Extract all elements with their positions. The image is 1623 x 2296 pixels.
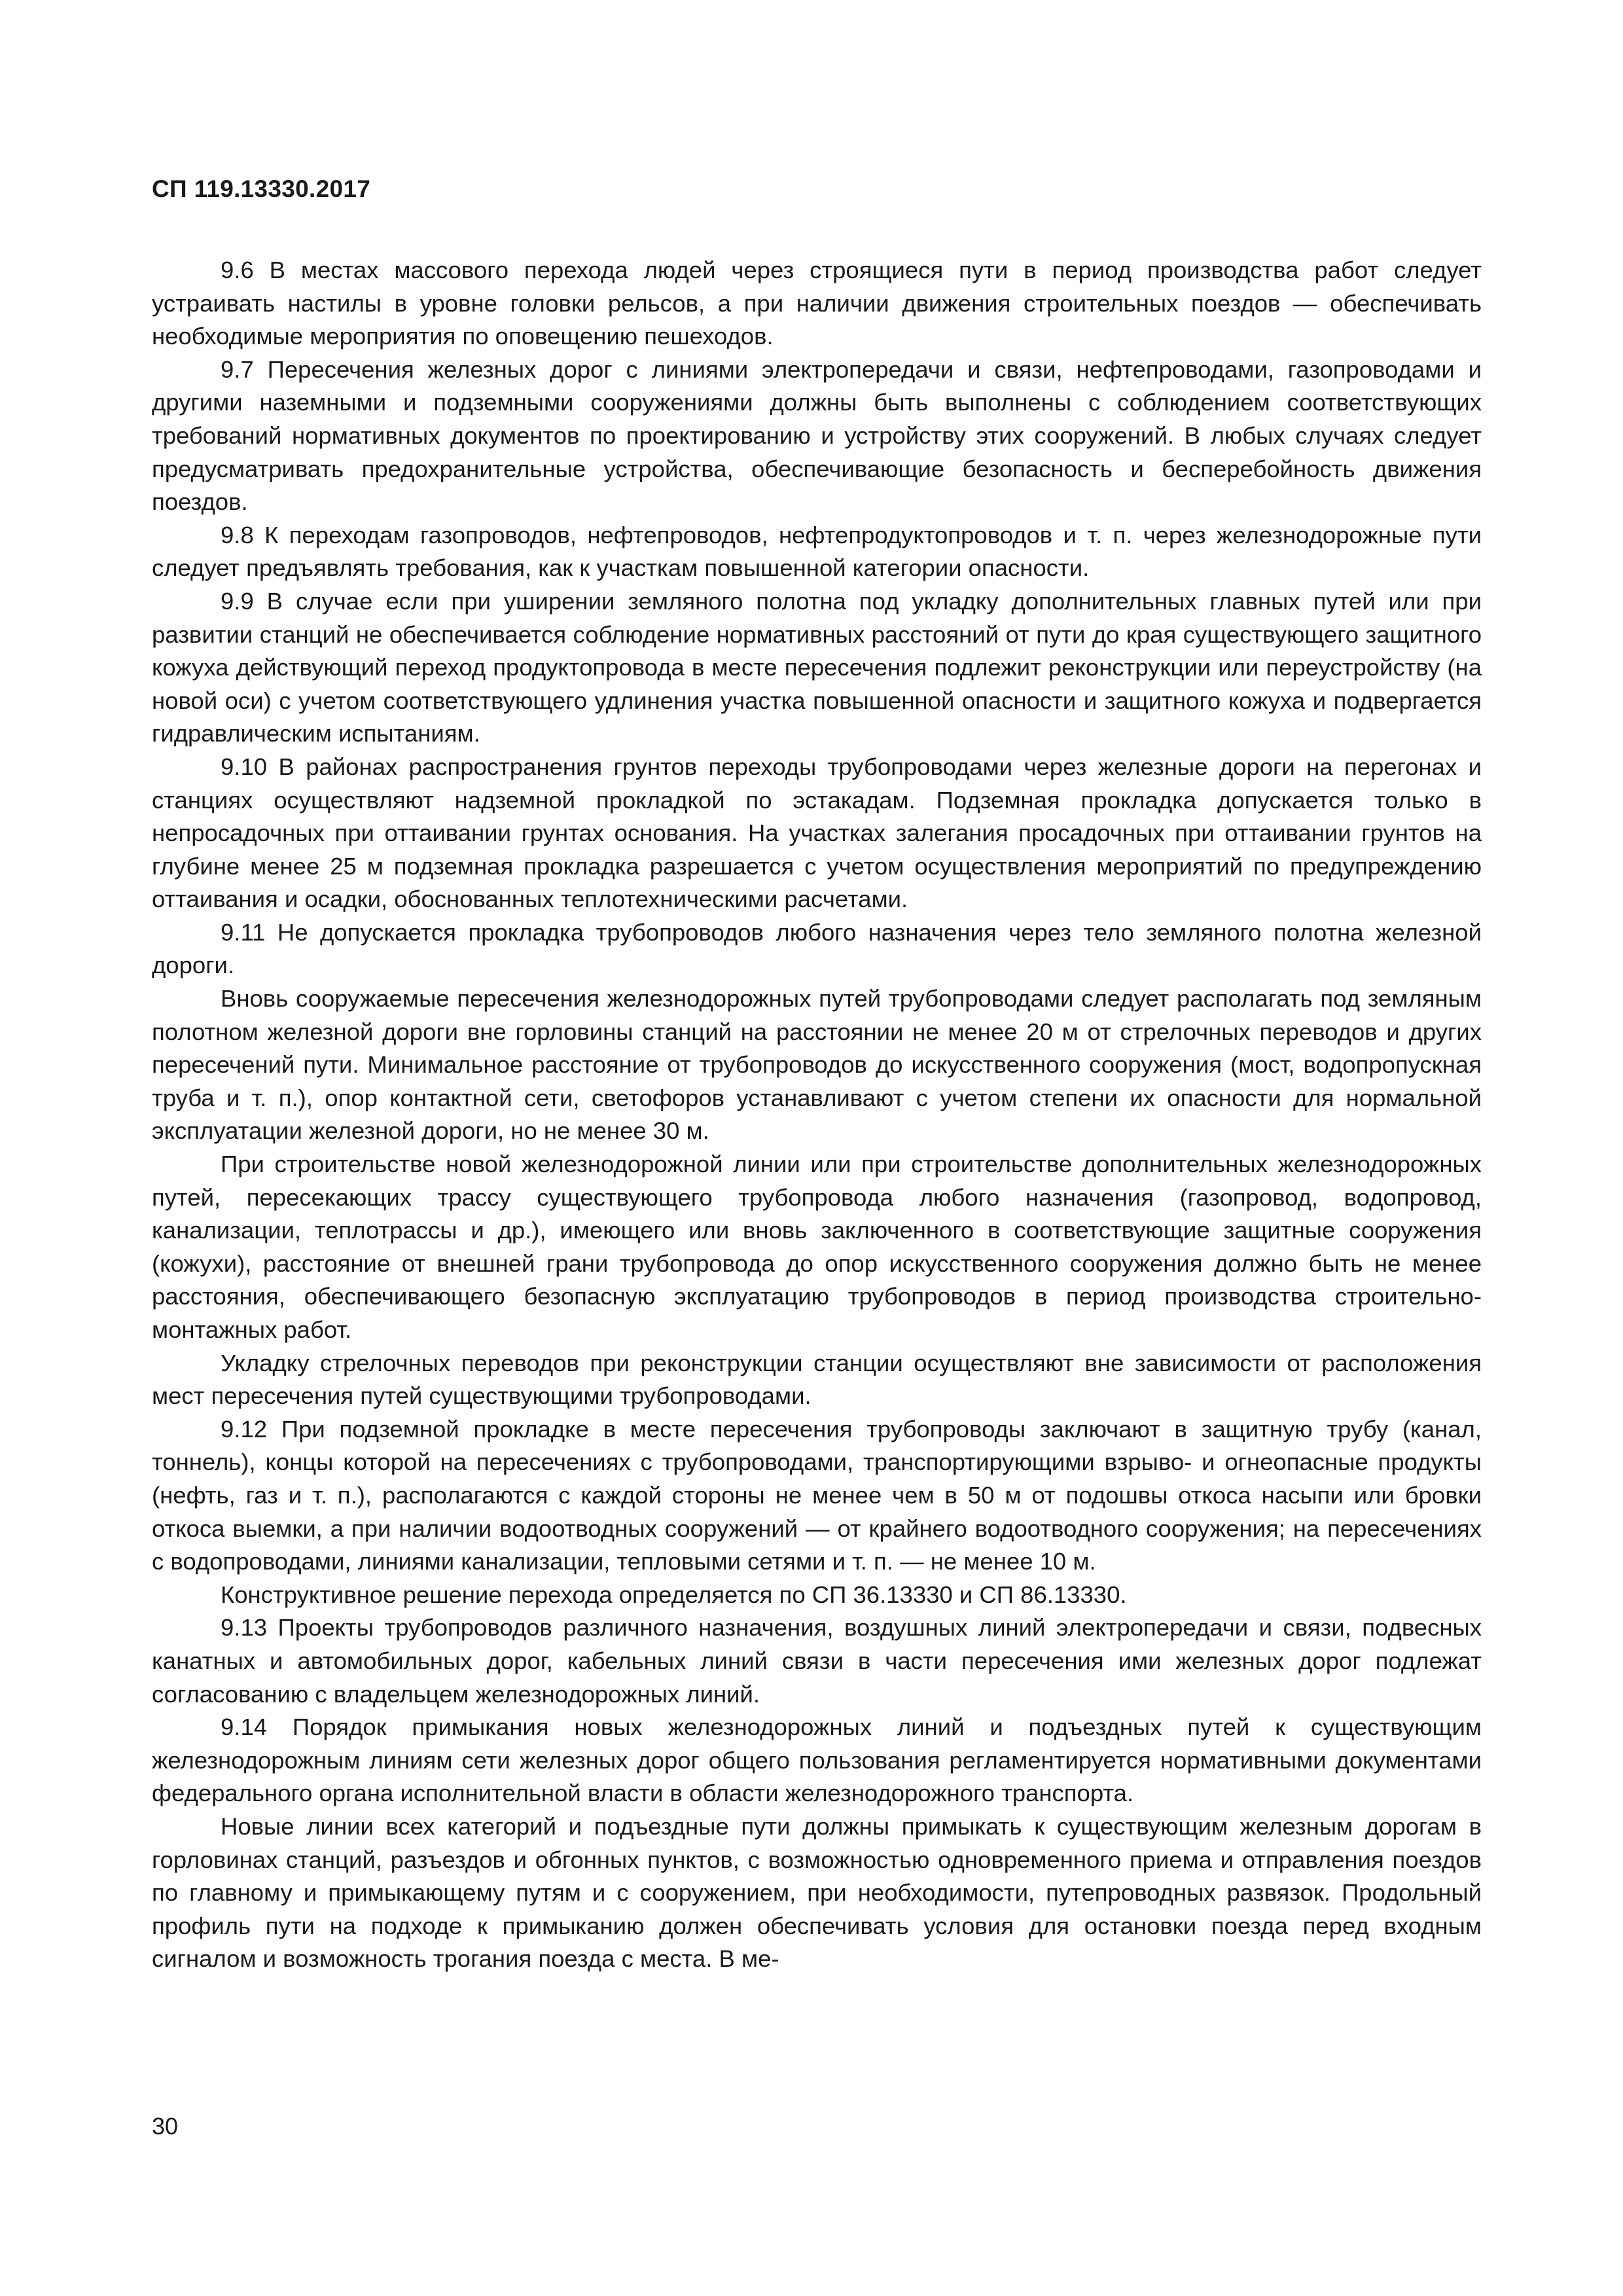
paragraph-9-10: 9.10 В районах распространения грунтов переходы трубопроводами через железные дороги на перегонах и станциях осуществляют надземной прокладкой по эстакадам. Подземная прокладка допускается только в непросадочных при оттаивании грунтах основания. На участках залегания просадочных при оттаивании грунтов на глубине менее 25 м подземная прокладка разрешается с учетом осуществления мероприятий по предупреждению оттаивания и осадки, обоснованных теплотехническими расчетами. [152, 753, 1482, 913]
paragraph-9-12-design: Конструктивное решение перехода определяется по СП 36.13330 и СП 86.13330. [221, 1581, 1127, 1608]
paragraph-9-6: 9.6 В местах массового перехода людей через строящиеся пути в период производства работ следует устраивать настилы в уровне головки рельсов, а при наличии движения строительных поездов — обеспечивать необходимые мероприятия по оповещению пешеходов. [152, 257, 1482, 350]
page-number: 30 [152, 2113, 179, 2140]
paragraph-9-9: 9.9 В случае если при уширении земляного полотна под укладку дополнительных главных путей или при развитии станций не обеспечивается соблюдение нормативных расстояний от пути до края существующего защитного кожуха действующий переход продуктопровода в месте пересечения подлежит реконструкции или переустройству (на новой оси) с учетом соответствующего удлинения участка повышенной опасности и защитного кожуха и подвергается гидравлическим испытаниям. [152, 587, 1482, 747]
paragraph-9-12: 9.12 При подземной прокладке в месте пересечения трубопроводы заключают в защитную трубу (канал, тоннель), концы которой на пересечениях с трубопроводами, транспортирующими взрыво- и огнеопасные продукты (нефть, газ и т. п.), располагаются с каждой стороны не менее чем в 50 м от подошвы откоса насыпи или бровки откоса выемки, а при наличии водоотводных сооружений — от крайнего водоотводного сооружения; на пересечениях с водопроводами, линиями канализации, тепловыми сетями и т. п. — не менее 10 м. [152, 1415, 1482, 1575]
paragraph-9-11-switches: Укладку стрелочных переводов при реконструкции станции осуществляют вне зависимости от расположения мест пересечения путей существующими трубопроводами. [152, 1349, 1482, 1410]
paragraph-9-8: 9.8 К переходам газопроводов, нефтепроводов, нефтепродуктопроводов и т. п. через железнодорожные пути следует предъявлять требования, как к участкам повышенной категории опасности. [152, 521, 1482, 582]
paragraph-9-14-new-lines: Новые линии всех категорий и подъездные пути должны примыкать к существующим железным дорогам в горловинах станций, разъездов и обгонных пунктов, с возможностью одновременного приема и отправления поездов по главному и примыкающему путям и с сооружением, при необходимости, путепроводных развязок. Продольный профиль пути на подходе к примыканию должен обеспечивать условия для остановки поезда перед входным сигналом и возможность трогания поезда с места. В ме- [152, 1812, 1482, 1973]
paragraph-9-11-crossings: Вновь сооружаемые пересечения железнодорожных путей трубопроводами следует располагать под земляным полотном железной дороги вне горловины станций на расстоянии не менее 20 м от стрелочных переводов и других пересечений пути. Минимальное расстояние от трубопроводов до искусственного сооружения (мост, водопропускная труба и т. п.), опор контактной сети, светофоров устанавливают с учетом степени их опасности для нормальной эксплуатации железной дороги, но не менее 30 м. [152, 985, 1482, 1145]
paragraph-9-11: 9.11 Не допускается прокладка трубопроводов любого назначения через тело земляного полотна железной дороги. [152, 918, 1482, 979]
paragraph-9-11-construction: При строительстве новой железнодорожной линии или при строительстве дополнительных железнодорожных путей, пересекающих трассу существующего трубопровода любого назначения (газопровод, водопровод, канализации, теплотрассы и др.), имеющего или вновь заключенного в соответствующие защитные сооружения (кожухи), расстояние от внешней грани трубопровода до опор искусственного сооружения должно быть не менее расстояния, обеспечивающего безопасную эксплуатацию трубопроводов в период производства строительно-монтажных работ. [152, 1151, 1482, 1343]
document-code-header: СП 119.13330.2017 [152, 175, 371, 202]
paragraph-9-13: 9.13 Проекты трубопроводов различного назначения, воздушных линий электропередачи и связи, подвесных канатных и автомобильных дорог, кабельных линий связи в части пересечения ими железных дорог подлежат согласованию с владельцем железнодорожных линий. [152, 1614, 1482, 1708]
document-body [152, 254, 1482, 1976]
paragraph-9-7: 9.7 Пересечения железных дорог с линиями электропередачи и связи, нефтепроводами, газопроводами и другими наземными и подземными сооружениями должны быть выполнены с соблюдением соответствующих требований нормативных документов по проектированию и устройству этих сооружений. В любых случаях следует предусматривать предохранительные устройства, обеспечивающие безопасность и бесперебойность движения поездов. [152, 355, 1482, 516]
paragraph-9-14: 9.14 Порядок примыкания новых железнодорожных линий и подъездных путей к существующим железнодорожным линиям сети железных дорог общего пользования регламентируется нормативными документами федерального органа исполнительной власти в области железнодорожного транспорта. [152, 1713, 1482, 1807]
